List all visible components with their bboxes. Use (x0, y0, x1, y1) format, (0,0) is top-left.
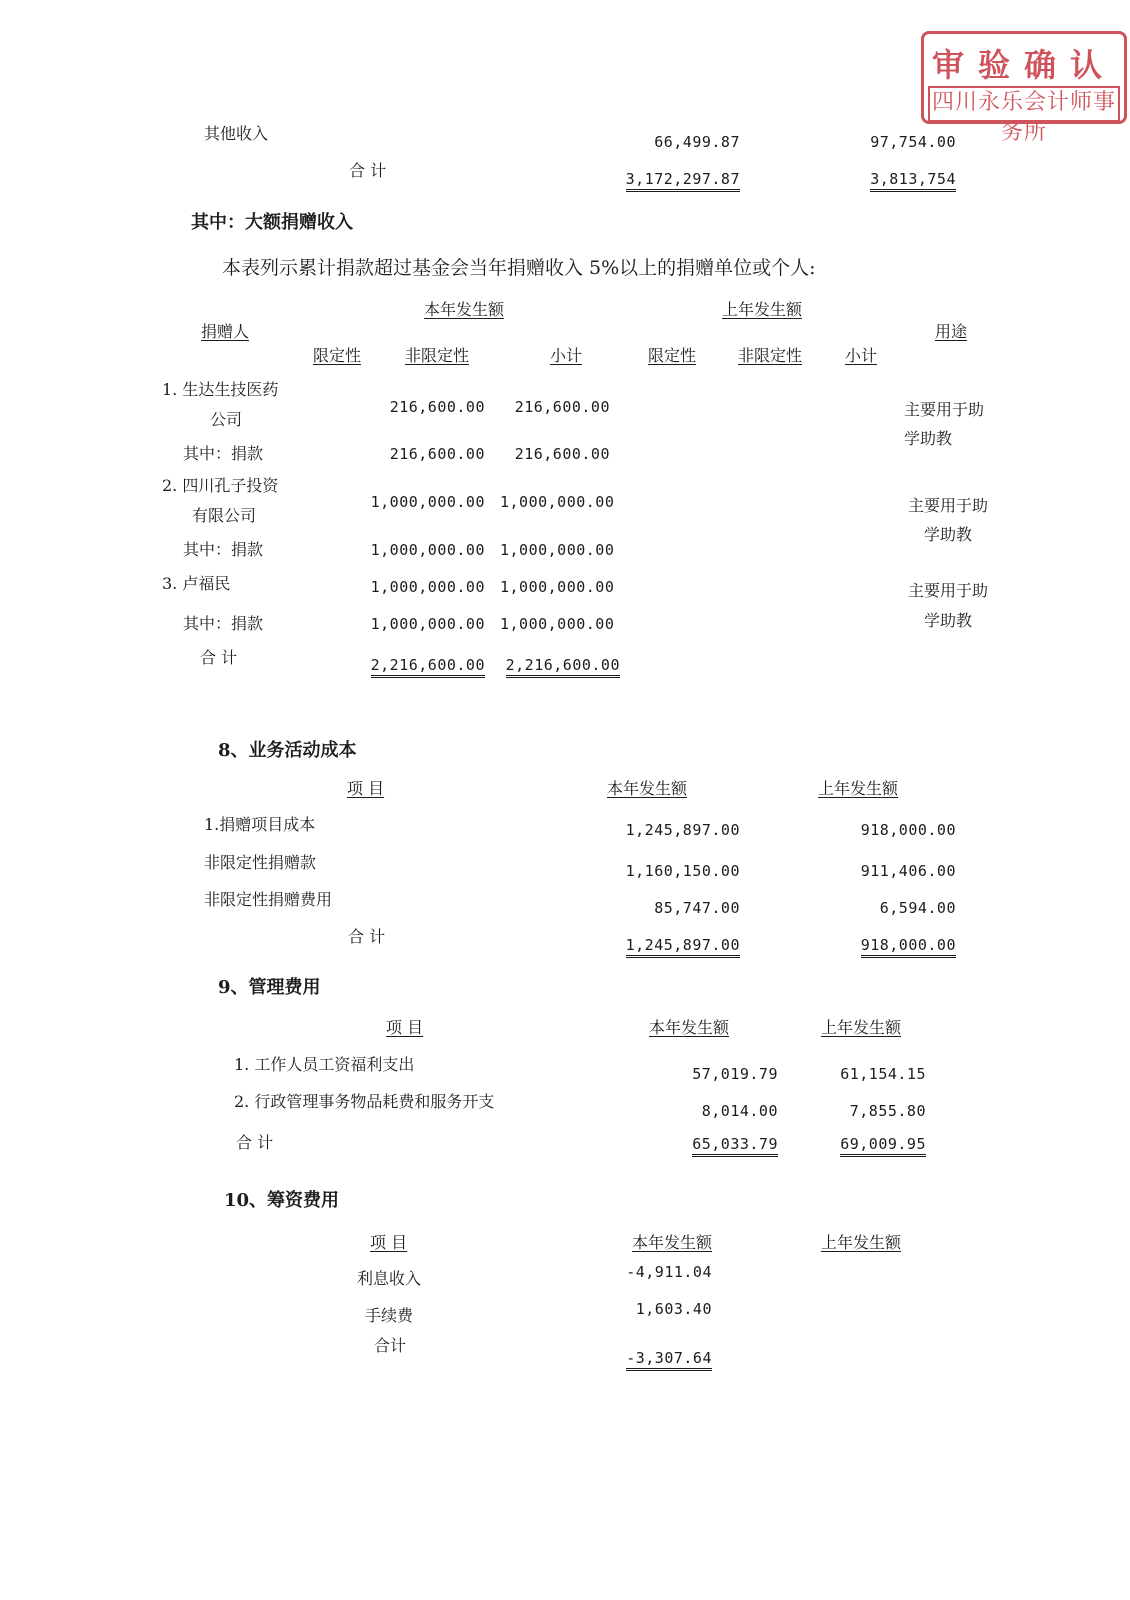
hdr-subtotal-prior: 小计 (845, 346, 878, 365)
section-8-hdr-prior: 上年发生额 (818, 779, 899, 798)
donor-1-purpose-cont: 学助教 (904, 429, 953, 448)
section-8-row-3-current: 85,747.00 (654, 899, 740, 917)
donor-3-purpose-cont: 学助教 (924, 611, 973, 630)
donor-2-sub-label: 其中：捐款 (183, 540, 264, 559)
donor-2-unrestricted: 1,000,000.00 (370, 493, 485, 511)
section-8-row-2-prior: 911,406.00 (860, 862, 956, 880)
top-total-current: 3,172,297.87 (626, 170, 740, 192)
stamp-line-2: 四川永乐会计师事务所 (928, 86, 1120, 122)
section-8-hdr-item: 项 目 (347, 779, 385, 798)
hdr-unrestricted-prior: 非限定性 (738, 346, 803, 365)
section-8-row-1-label: 1.捐赠项目成本 (204, 815, 316, 834)
donor-1-purpose: 主要用于助 (904, 400, 985, 419)
section-8-total-prior: 918,000.00 (861, 936, 956, 958)
donor-3-sub-unrestricted: 1,000,000.00 (370, 615, 485, 633)
donations-intro: 本表列示累计捐款超过基金会当年捐赠收入 5%以上的捐赠单位或个人: (222, 257, 816, 279)
stamp-line-1: 审验确认 (931, 46, 1116, 84)
section-10-row-2-label: 手续费 (365, 1306, 414, 1325)
donor-1-sub-label: 其中：捐款 (183, 444, 264, 463)
donations-total-label: 合 计 (200, 648, 238, 667)
donations-heading: 其中：大额捐赠收入 (191, 212, 353, 233)
section-9-heading: 9、管理费用 (218, 977, 321, 998)
donor-1-subtotal: 216,600.00 (514, 398, 610, 416)
donor-2-subtotal: 1,000,000.00 (500, 493, 615, 511)
donor-3-sub-subtotal: 1,000,000.00 (500, 615, 615, 633)
donor-1-unrestricted: 216,600.00 (389, 398, 485, 416)
hdr-prior-year: 上年发生额 (722, 300, 803, 319)
section-9-row-2-label: 2. 行政管理事务物品耗费和服务开支 (234, 1092, 495, 1111)
hdr-restricted-prior: 限定性 (648, 346, 697, 365)
section-10-row-1-current: -4,911.04 (626, 1263, 712, 1281)
donor-3-sub-label: 其中：捐款 (183, 614, 264, 633)
donor-2-purpose: 主要用于助 (908, 496, 989, 515)
donor-1-sub-unrestricted: 216,600.00 (389, 445, 485, 463)
donor-1-name: 1. 生达生技医药 (162, 380, 279, 399)
hdr-subtotal-current: 小计 (550, 346, 583, 365)
section-9-row-1-current: 57,019.79 (692, 1065, 778, 1083)
donor-3-subtotal: 1,000,000.00 (500, 578, 615, 596)
donor-3-purpose: 主要用于助 (908, 581, 989, 600)
section-9-hdr-current: 本年发生额 (649, 1018, 730, 1037)
hdr-current-year: 本年发生额 (424, 300, 505, 319)
donor-2-name-cont: 有限公司 (192, 506, 257, 525)
section-9-row-1-prior: 61,154.15 (840, 1065, 926, 1083)
section-8-row-1-current: 1,245,897.00 (625, 821, 740, 839)
section-8-total-current: 1,245,897.00 (626, 936, 740, 958)
section-8-heading: 8、业务活动成本 (218, 740, 357, 761)
section-8-row-1-prior: 918,000.00 (860, 821, 956, 839)
section-9-total-prior: 69,009.95 (840, 1135, 926, 1157)
section-10-total-label: 合计 (374, 1336, 407, 1355)
section-9-hdr-item: 项 目 (386, 1018, 424, 1037)
donor-3-unrestricted: 1,000,000.00 (370, 578, 485, 596)
top-total-label: 合 计 (349, 161, 387, 180)
section-8-hdr-current: 本年发生额 (607, 779, 688, 798)
audit-stamp (921, 31, 1127, 145)
donor-3-name: 3. 卢福民 (162, 574, 231, 593)
section-9-row-2-prior: 7,855.80 (849, 1102, 926, 1120)
hdr-purpose: 用途 (935, 322, 968, 341)
hdr-unrestricted-current: 非限定性 (405, 346, 470, 365)
section-9-hdr-prior: 上年发生额 (821, 1018, 902, 1037)
section-10-row-1-label: 利息收入 (357, 1269, 422, 1288)
donor-2-sub-subtotal: 1,000,000.00 (500, 541, 615, 559)
section-8-row-2-current: 1,160,150.00 (625, 862, 740, 880)
section-9-row-2-current: 8,014.00 (701, 1102, 778, 1120)
other-income-current: 66,499.87 (654, 133, 740, 151)
section-8-total-label: 合 计 (348, 927, 386, 946)
donor-2-purpose-cont: 学助教 (924, 525, 973, 544)
donor-2-name: 2. 四川孔子投资 (162, 476, 279, 495)
section-9-total-label: 合 计 (236, 1133, 274, 1152)
section-9-total-current: 65,033.79 (692, 1135, 778, 1157)
top-total-prior: 3,813,754 (870, 170, 956, 192)
other-income-prior: 97,754.00 (870, 133, 956, 151)
donor-1-name-cont: 公司 (210, 410, 243, 429)
section-10-hdr-current: 本年发生额 (632, 1233, 713, 1252)
section-10-heading: 10、筹资费用 (224, 1190, 340, 1211)
donor-2-sub-unrestricted: 1,000,000.00 (370, 541, 485, 559)
donations-total-subtotal: 2,216,600.00 (506, 656, 620, 678)
section-9-row-1-label: 1. 工作人员工资福利支出 (234, 1055, 415, 1074)
section-10-total-current: -3,307.64 (626, 1349, 712, 1371)
section-8-row-3-label: 非限定性捐赠费用 (204, 890, 333, 909)
section-10-hdr-item: 项 目 (370, 1233, 408, 1252)
hdr-donor: 捐赠人 (201, 322, 250, 341)
section-10-hdr-prior: 上年发生额 (821, 1233, 902, 1252)
hdr-restricted-current: 限定性 (313, 346, 362, 365)
other-income-label: 其他收入 (204, 124, 269, 143)
donor-1-sub-subtotal: 216,600.00 (514, 445, 610, 463)
section-8-row-2-label: 非限定性捐赠款 (204, 853, 317, 872)
donations-total-unrestricted: 2,216,600.00 (371, 656, 485, 678)
section-8-row-3-prior: 6,594.00 (879, 899, 956, 917)
section-10-row-2-current: 1,603.40 (635, 1300, 712, 1318)
